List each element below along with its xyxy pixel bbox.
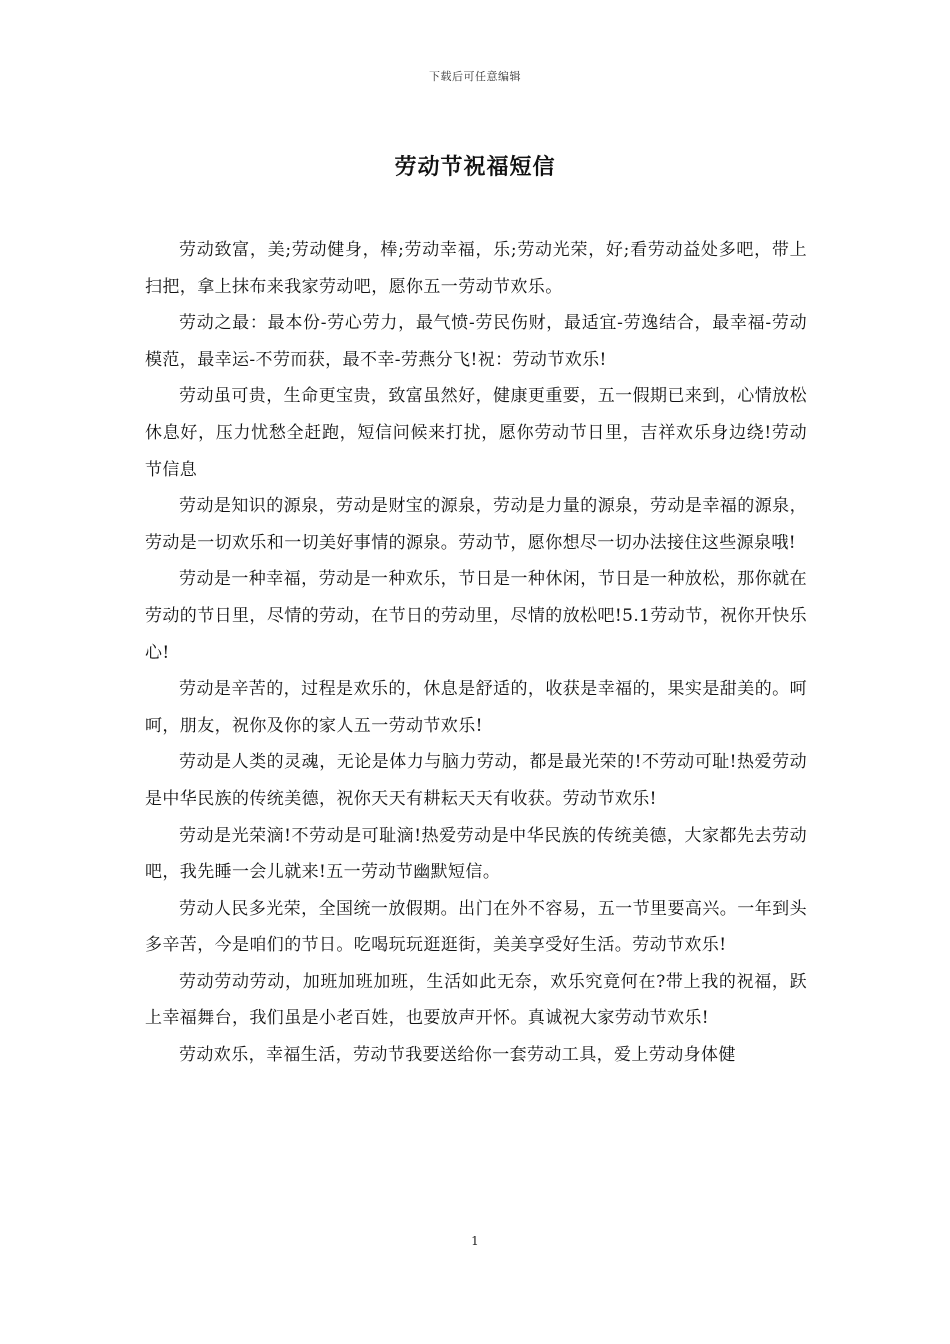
page-number: 1 — [471, 1234, 479, 1248]
document-body — [145, 232, 807, 1074]
paragraph: 劳动虽可贵，生命更宝贵，致富虽然好，健康更重要，五一假期已来到，心情放松休息好，压力忧愁全赶跑，短信问候来打扰，愿你劳动节日里，吉祥欢乐身边绕!劳动节信息 — [145, 386, 807, 480]
paragraph: 劳动是一种幸福，劳动是一种欢乐，节日是一种休闲，节日是一种放松，那你就在劳动的节日里，尽情的劳动，在节日的劳动里，尽情的放松吧!5.1劳动节，祝你开快乐心! — [145, 569, 807, 663]
paragraph: 劳动之最：最本份-劳心劳力，最气愤-劳民伤财，最适宜-劳逸结合，最幸福-劳动模范，最幸运-不劳而获，最不幸-劳燕分飞!祝：劳动节欢乐! — [145, 313, 807, 370]
paragraph: 劳动是光荣滴!不劳动是可耻滴!热爱劳动是中华民族的传统美德，大家都先去劳动吧，我先睡一会儿就来!五一劳动节幽默短信。 — [145, 825, 807, 883]
paragraph: 劳动欢乐，幸福生活，劳动节我要送给你一套劳动工具，爱上劳动身体健 — [179, 1045, 736, 1066]
page-header-note: 下载后可任意编辑 — [429, 70, 521, 83]
paragraph: 劳动致富，美;劳动健身，棒;劳动幸福，乐;劳动光荣，好;看劳动益处多吧，带上扫把，拿上抹布来我家劳动吧，愿你五一劳动节欢乐。 — [145, 240, 807, 297]
paragraph: 劳动人民多光荣，全国统一放假期。出门在外不容易，五一节里要高兴。一年到头多辛苦，今是咱们的节日。吃喝玩玩逛逛街，美美享受好生活。劳动节欢乐! — [145, 898, 807, 956]
paragraph: 劳动是知识的源泉，劳动是财宝的源泉，劳动是力量的源泉，劳动是幸福的源泉，劳动是一切欢乐和一切美好事情的源泉。劳动节，愿你想尽一切办法接住这些源泉哦! — [145, 496, 807, 553]
document-title: 劳动节祝福短信 — [394, 154, 556, 180]
paragraph: 劳动劳动劳动，加班加班加班，生活如此无奈，欢乐究竟何在?带上我的祝福，跃上幸福舞台，我们虽是小老百姓，也要放声开怀。真诚祝大家劳动节欢乐! — [145, 971, 807, 1029]
paragraph: 劳动是人类的灵魂，无论是体力与脑力劳动，都是最光荣的!不劳动可耻!热爱劳动是中华民族的传统美德，祝你天天有耕耘天天有收获。劳动节欢乐! — [145, 752, 807, 809]
paragraph: 劳动是辛苦的，过程是欢乐的，休息是舒适的，收获是幸福的，果实是甜美的。呵呵，朋友，祝你及你的家人五一劳动节欢乐! — [145, 679, 807, 736]
